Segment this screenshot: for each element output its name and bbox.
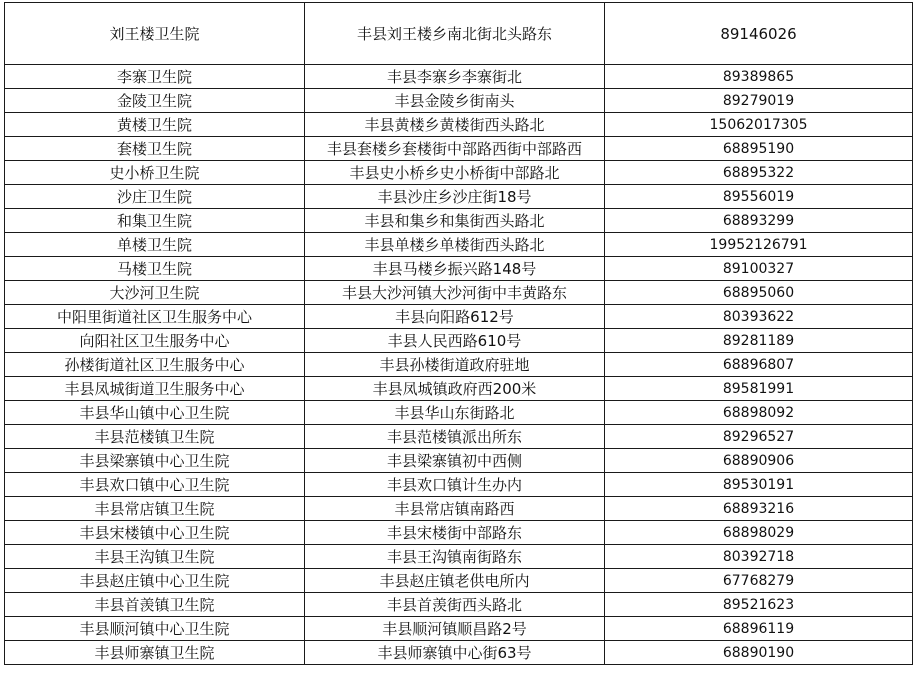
phone-cell: 68893299 <box>605 209 913 233</box>
table-row <box>5 377 913 401</box>
name-cell: 丰县常店镇卫生院 <box>5 497 305 521</box>
address-cell: 丰县常店镇南路西 <box>305 497 605 521</box>
address-cell: 丰县王沟镇南街路东 <box>305 545 605 569</box>
table-row <box>5 593 913 617</box>
table-row <box>5 209 913 233</box>
table-row <box>5 233 913 257</box>
table-row <box>5 185 913 209</box>
address-cell: 丰县沙庄乡沙庄街18号 <box>305 185 605 209</box>
name-cell: 和集卫生院 <box>5 209 305 233</box>
phone-cell: 15062017305 <box>605 113 913 137</box>
name-cell: 丰县华山镇中心卫生院 <box>5 401 305 425</box>
name-cell: 中阳里街道社区卫生服务中心 <box>5 305 305 329</box>
address-cell: 丰县华山东街路北 <box>305 401 605 425</box>
name-cell: 丰县凤城街道卫生服务中心 <box>5 377 305 401</box>
name-cell: 向阳社区卫生服务中心 <box>5 329 305 353</box>
table-row <box>5 305 913 329</box>
name-cell: 黄楼卫生院 <box>5 113 305 137</box>
name-cell: 丰县欢口镇中心卫生院 <box>5 473 305 497</box>
name-cell: 刘王楼卫生院 <box>5 3 305 65</box>
phone-cell: 68896119 <box>605 617 913 641</box>
table-row <box>5 401 913 425</box>
address-cell: 丰县单楼乡单楼街西头路北 <box>305 233 605 257</box>
table-row <box>5 473 913 497</box>
phone-cell: 89279019 <box>605 89 913 113</box>
table-row <box>5 449 913 473</box>
name-cell: 丰县宋楼镇中心卫生院 <box>5 521 305 545</box>
table-row <box>5 425 913 449</box>
name-cell: 单楼卫生院 <box>5 233 305 257</box>
name-cell: 丰县首羡镇卫生院 <box>5 593 305 617</box>
phone-cell: 68896807 <box>605 353 913 377</box>
address-cell: 丰县史小桥乡史小桥街中部路北 <box>305 161 605 185</box>
address-cell: 丰县和集乡和集街西头路北 <box>305 209 605 233</box>
table-row <box>5 161 913 185</box>
address-cell: 丰县马楼乡振兴路148号 <box>305 257 605 281</box>
phone-cell: 89281189 <box>605 329 913 353</box>
phone-cell: 89530191 <box>605 473 913 497</box>
phone-cell: 68895322 <box>605 161 913 185</box>
phone-cell: 68895060 <box>605 281 913 305</box>
name-cell: 李寨卫生院 <box>5 65 305 89</box>
name-cell: 丰县王沟镇卫生院 <box>5 545 305 569</box>
address-cell: 丰县欢口镇计生办内 <box>305 473 605 497</box>
phone-cell: 19952126791 <box>605 233 913 257</box>
table-body <box>5 3 913 665</box>
address-cell: 丰县顺河镇顺昌路2号 <box>305 617 605 641</box>
phone-cell: 80392718 <box>605 545 913 569</box>
address-cell: 丰县套楼乡套楼街中部路西街中部路西 <box>305 137 605 161</box>
address-cell: 丰县梁寨镇初中西侧 <box>305 449 605 473</box>
table-row <box>5 65 913 89</box>
name-cell: 孙楼街道社区卫生服务中心 <box>5 353 305 377</box>
phone-cell: 68898092 <box>605 401 913 425</box>
name-cell: 丰县赵庄镇中心卫生院 <box>5 569 305 593</box>
address-cell: 丰县金陵乡街南头 <box>305 89 605 113</box>
address-cell: 丰县刘王楼乡南北街北头路东 <box>305 3 605 65</box>
address-cell: 丰县李寨乡李寨街北 <box>305 65 605 89</box>
table-row <box>5 641 913 665</box>
address-cell: 丰县赵庄镇老供电所内 <box>305 569 605 593</box>
address-cell: 丰县师寨镇中心街63号 <box>305 641 605 665</box>
address-cell: 丰县人民西路610号 <box>305 329 605 353</box>
address-cell: 丰县大沙河镇大沙河街中丰黄路东 <box>305 281 605 305</box>
address-cell: 丰县向阳路612号 <box>305 305 605 329</box>
address-cell: 丰县首羡街西头路北 <box>305 593 605 617</box>
name-cell: 丰县师寨镇卫生院 <box>5 641 305 665</box>
phone-cell: 68890906 <box>605 449 913 473</box>
name-cell: 沙庄卫生院 <box>5 185 305 209</box>
table-row <box>5 497 913 521</box>
address-cell: 丰县宋楼街中部路东 <box>305 521 605 545</box>
name-cell: 马楼卫生院 <box>5 257 305 281</box>
phone-cell: 68890190 <box>605 641 913 665</box>
phone-cell: 89581991 <box>605 377 913 401</box>
table-row <box>5 353 913 377</box>
table-row <box>5 137 913 161</box>
table-row <box>5 257 913 281</box>
phone-cell: 68895190 <box>605 137 913 161</box>
table-row <box>5 89 913 113</box>
table-row <box>5 521 913 545</box>
name-cell: 套楼卫生院 <box>5 137 305 161</box>
address-cell: 丰县黄楼乡黄楼街西头路北 <box>305 113 605 137</box>
name-cell: 丰县顺河镇中心卫生院 <box>5 617 305 641</box>
table-row <box>5 281 913 305</box>
table-row <box>5 113 913 137</box>
address-cell: 丰县孙楼街道政府驻地 <box>305 353 605 377</box>
table-row <box>5 569 913 593</box>
name-cell: 大沙河卫生院 <box>5 281 305 305</box>
health-center-table <box>4 2 913 665</box>
phone-cell: 89389865 <box>605 65 913 89</box>
table-row <box>5 545 913 569</box>
phone-cell: 89146026 <box>605 3 913 65</box>
phone-cell: 67768279 <box>605 569 913 593</box>
phone-cell: 89100327 <box>605 257 913 281</box>
table-row <box>5 329 913 353</box>
phone-cell: 68893216 <box>605 497 913 521</box>
name-cell: 丰县范楼镇卫生院 <box>5 425 305 449</box>
phone-cell: 80393622 <box>605 305 913 329</box>
table-row <box>5 3 913 65</box>
name-cell: 丰县梁寨镇中心卫生院 <box>5 449 305 473</box>
phone-cell: 89521623 <box>605 593 913 617</box>
phone-cell: 68898029 <box>605 521 913 545</box>
table-row <box>5 617 913 641</box>
address-cell: 丰县凤城镇政府西200米 <box>305 377 605 401</box>
phone-cell: 89556019 <box>605 185 913 209</box>
phone-cell: 89296527 <box>605 425 913 449</box>
name-cell: 金陵卫生院 <box>5 89 305 113</box>
address-cell: 丰县范楼镇派出所东 <box>305 425 605 449</box>
name-cell: 史小桥卫生院 <box>5 161 305 185</box>
